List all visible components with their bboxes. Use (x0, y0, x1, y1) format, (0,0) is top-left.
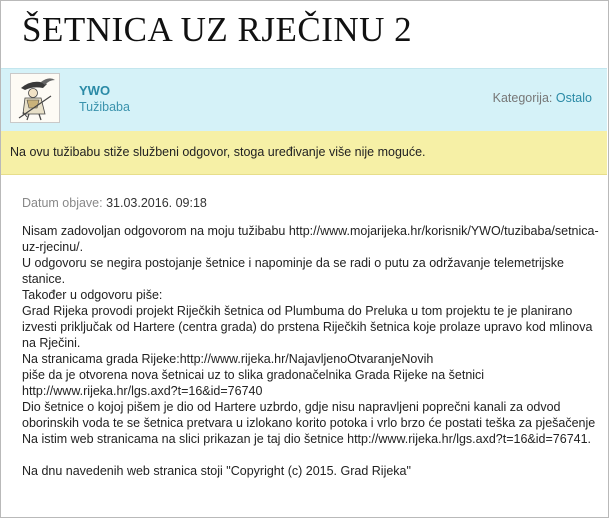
body-line: U odgovoru se negira postojanje šetnice i napominje da se radi o putu za održavanje telemetrijske (22, 256, 564, 270)
body-line: Nisam zadovoljan odgovorom na moju tužibabu http://www.mojarijeka.hr/korisnik/YWO/tuzibaba/setnica- (22, 224, 599, 238)
notice-text: Na ovu tužibabu stiže službeni odgovor, stoga uređivanje više nije moguće. (10, 145, 426, 159)
date-label: Datum objave: (22, 196, 103, 210)
author-type: Tužibaba (79, 100, 130, 114)
body-line: Na istim web stranicama na slici prikazan je taj dio šetnice http://www.rijeka.hr/lgs.axd?t=16&id=76741. (22, 432, 592, 446)
date-value: 31.03.2016. 09:18 (106, 196, 207, 210)
body-line: Dio šetnice o kojoj pišem je dio od Hartere uzbrdo, gdje nisu napravljeni poprečni kanali za odvod (22, 400, 561, 414)
body-line: http://www.rijeka.hr/lgs.axd?t=16&id=76740 (22, 384, 263, 398)
category (493, 91, 592, 105)
body-line: stanice. (22, 272, 66, 286)
category-label: Kategorija: (492, 91, 553, 105)
complaint-body (22, 223, 599, 479)
author-username-link[interactable]: YWO (79, 83, 111, 98)
musketeer-avatar-icon[interactable] (10, 73, 60, 123)
body-line: uz-rjecinu/. (22, 240, 84, 254)
body-line: na Rječini. (22, 336, 81, 350)
body-line: piše da je otvorena nova šetnicai uz to slika gradonačelnika Grada Rijeke na šetnici (22, 368, 485, 382)
author-bar (1, 68, 607, 131)
page-title: ŠETNICA UZ RJEČINU 2 (22, 10, 413, 49)
body-blank-line (22, 447, 592, 463)
post-meta (22, 196, 207, 210)
body-line: Na dnu navedenih web stranica stoji "Copyright (c) 2015. Grad Rijeka" (22, 464, 411, 478)
body-line: Grad Rijeka provodi projekt Riječkih šetnica od Plumbuma do Preluka u tom projektu te je planirano (22, 304, 573, 318)
body-line: izvesti priključak od Hartere (centra grada) do prstena Riječkih šetnica koje prolaze upravo kod mlinova (22, 320, 593, 334)
category-link[interactable]: Ostalo (555, 91, 592, 105)
notice-banner (1, 131, 607, 175)
body-line: Na stranicama grada Rijeke:http://www.rijeka.hr/NajavljenoOtvaranjeNovih (22, 352, 434, 366)
body-line: oborinskih voda te se šetnica pretvara u izlokano korito potoka i vrlo brzo će postati teška za pješačenje (22, 416, 596, 430)
body-line: Također u odgovoru piše: (22, 288, 163, 302)
